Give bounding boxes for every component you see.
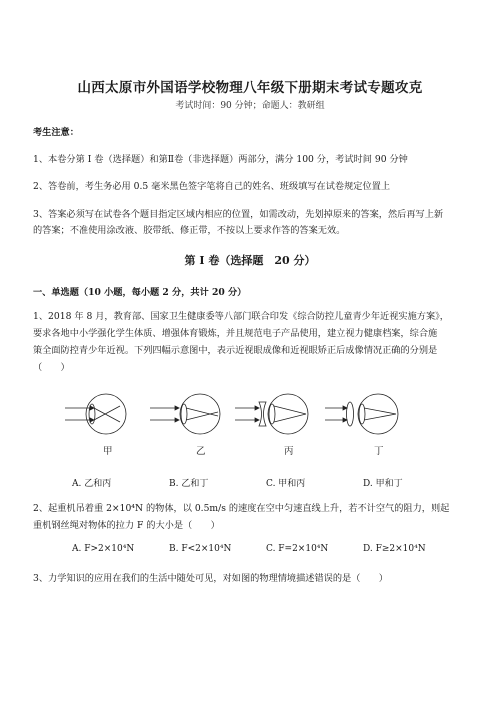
q1-option-d[interactable]: D. 甲和丁 [363,479,403,489]
q2-options [72,544,472,554]
q1-line-3: 策全面防控青少年近视。下列四幅示意图中，表示近视眼成像和近视眼矫正后成像情况正确的分别是 [33,345,438,356]
part-heading: 一、单选题（10 小题，每小题 2 分，共计 20 分） [33,287,247,298]
diagram-label-jia: 甲 [103,446,113,457]
eye-diagram-jia [65,394,126,434]
eye-diagram-ding [325,394,398,434]
eye-diagram-bing [235,394,308,434]
q1-option-a[interactable]: A. 乙和丙 [72,479,112,489]
section-title: 第 I 卷（选择题 20 分） [184,254,316,267]
q1-option-c[interactable]: C. 甲和丙 [266,479,306,489]
q2-option-d[interactable]: D. F≥2×10⁴N [363,544,426,554]
q2-option-b[interactable]: B. F<2×10⁴N [169,544,232,554]
q2-line-2: 重机钢丝绳对物体的拉力 F 的大小是（ ） [33,520,220,531]
eye-diagram-yi [150,394,220,434]
diagram-label-yi: 乙 [196,446,206,457]
notice-heading: 考生注意： [33,127,79,138]
q2-option-c[interactable]: C. F=2×10⁴N [266,544,329,554]
notice-item-3: 3、答案必须写在试卷各个题目指定区域内相应的位置，如需改动，先划掉原来的答案，然后再写上新 [33,209,444,220]
exam-subtitle: 考试时间：90 分钟；命题人：教研组 [175,101,325,111]
q2-line-1: 2、起重机吊着重 2×10⁴N 的物体，以 0.5m/s 的速度在空中匀速直线上升，若不计空气的阻力，则起 [33,503,450,514]
notice-item-1: 1、本卷分第 I 卷（选择题）和第Ⅱ卷（非选择题）两部分，满分 100 分，考试时间 90 分钟 [33,154,408,165]
q2-option-a[interactable]: A. F>2×10⁴N [72,544,135,554]
q1-line-2: 要求各地中小学强化学生体质、增强体育锻炼，并且规范电子产品使用，建立视力健康档案，综合施 [33,328,438,339]
notice-item-2: 2、答卷前，考生务必用 0.5 毫米黑色签字笔将自己的姓名、班级填写在试卷规定位置上 [33,181,391,192]
q1-line-4: （ ） [33,362,70,373]
exam-title: 山西太原市外国语学校物理八年级下册期末考试专题攻克 [77,80,423,96]
q1-options [72,476,472,489]
diagram-label-bing: 丙 [284,446,294,457]
q1-option-b[interactable]: B. 乙和丁 [169,479,209,489]
q3-line-1: 3、力学知识的应用在我们的生活中随处可见，对如图的物理情境描述错误的是（ ） [33,573,388,584]
q1-line-1: 1、2018 年 8 月，教育部、国家卫生健康委等八部门联合印发《综合防控儿童青少年近视实施方案》， [33,311,449,322]
diagram-label-ding: 丁 [374,446,384,457]
notice-item-3-cont: 的答案；不准使用涂改液、胶带纸、修正带，不按以上要求作答的答案无效。 [33,225,346,236]
